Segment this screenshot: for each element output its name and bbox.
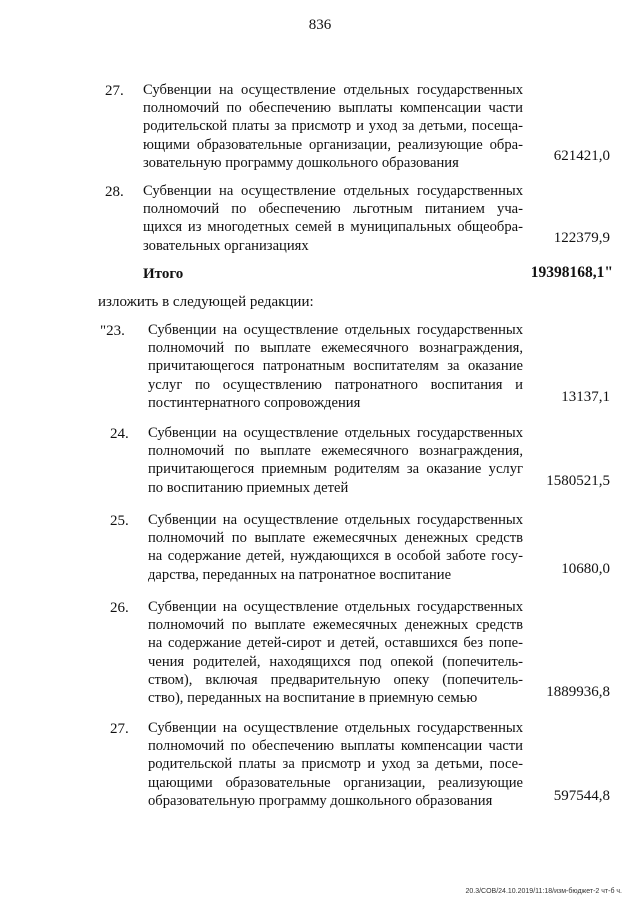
entry-line: щающими образовательные организации, реализующие [148, 774, 523, 791]
entry-amount: 597544,8 [553, 788, 610, 804]
entry-line: полномочий по обеспечению выплаты компенсации части [143, 100, 523, 117]
entry-line: полномочий по выплате ежемесячных денежных средств [148, 530, 523, 547]
page-number: 836 [308, 17, 332, 33]
entry-number: 25. [110, 513, 129, 529]
entry-line: по воспитанию приемных детей [148, 479, 349, 496]
entry-number: "23. [100, 323, 125, 339]
entry-line: Субвенции на осуществление отдельных государственных [148, 720, 523, 736]
entry-text [148, 424, 523, 497]
entry-line: Субвенции на осуществление отдельных государственных [148, 322, 523, 338]
total-label: Итого [143, 266, 184, 282]
entry-amount: 1889936,8 [546, 684, 610, 700]
entry-line: дарства, переданных на патронатное воспитание [148, 566, 452, 583]
entry-line: причитающегося патронатным воспитателям за оказание [148, 358, 523, 375]
entry-line: Субвенции на осуществление отдельных государственных [148, 425, 523, 441]
entry-line: родительской платы за присмотр и уход за детьми, посеща- [143, 118, 523, 135]
entry-line: чения родителей, находящихся под опекой (попечитель- [148, 653, 523, 670]
entry-line: услуг по осуществлению патронатного воспитания и [148, 376, 523, 393]
entry-amount: 621421,0 [553, 148, 610, 164]
entry-text [143, 81, 523, 172]
entry-line: зовательную программу дошкольного образования [143, 154, 459, 171]
entry-amount: 1580521,5 [546, 473, 610, 489]
intro-text: изложить в следующей редакции: [98, 294, 314, 310]
entry-line: полномочий по обеспечению выплаты компенсации части [148, 738, 523, 755]
document-footer: 20.3/COB/24.10.2019/11:18/изм-бюджет-2 чт-б ч. [465, 888, 622, 895]
entry-line: ющими образовательные организации, реализующие обра- [143, 136, 523, 153]
entry-line: Субвенции на осуществление отдельных государственных [143, 183, 523, 199]
entry-number: 26. [110, 600, 129, 616]
entry-text [148, 321, 523, 412]
entry-line: зовательных организациях [143, 237, 309, 254]
entry-amount: 13137,1 [561, 389, 610, 405]
entry-line: родительской платы за присмотр и уход за детьми, посе- [148, 756, 523, 773]
entry-line: причитающегося приемным родителям за оказание услуг [148, 461, 523, 478]
entry-line: ство), переданных на воспитание в приемную семью [148, 690, 478, 707]
entry-line: полномочий по обеспечению льготным питанием уча- [143, 201, 523, 218]
entry-text [148, 719, 523, 810]
entry-line: полномочий по выплате ежемесячных денежных средств [148, 617, 523, 634]
entry-line: полномочий по выплате ежемесячного вознаграждения, [148, 443, 523, 460]
entry-line: на содержание детей-сирот и детей, оставшихся без попе- [148, 635, 523, 652]
entry-text [148, 511, 523, 584]
entry-line: образовательную программу дошкольного образования [148, 792, 493, 809]
entry-number: 24. [110, 426, 129, 442]
entry-amount: 10680,0 [561, 561, 610, 577]
entry-line: Субвенции на осуществление отдельных государственных [143, 82, 523, 98]
entry-amount: 122379,9 [553, 230, 610, 246]
entry-number: 27. [105, 83, 124, 99]
entry-line: на содержание детей, нуждающихся в особой заботе госу- [148, 548, 523, 565]
total-value: 19398168,1" [530, 264, 613, 281]
entry-text [143, 182, 523, 255]
entry-line: щихся из многодетных семей в муниципальных общеобра- [143, 219, 523, 236]
entry-number: 27. [110, 721, 129, 737]
entry-line: ством), включая предварительную опеку (попечитель- [148, 671, 523, 688]
entry-text [148, 598, 523, 707]
entry-line: Субвенции на осуществление отдельных государственных [148, 512, 523, 528]
entry-line: Субвенции на осуществление отдельных государственных [148, 599, 523, 615]
entry-number: 28. [105, 184, 124, 200]
entry-line: постинтернатного сопровождения [148, 394, 361, 411]
entry-line: полномочий по выплате ежемесячного вознаграждения, [148, 340, 523, 357]
